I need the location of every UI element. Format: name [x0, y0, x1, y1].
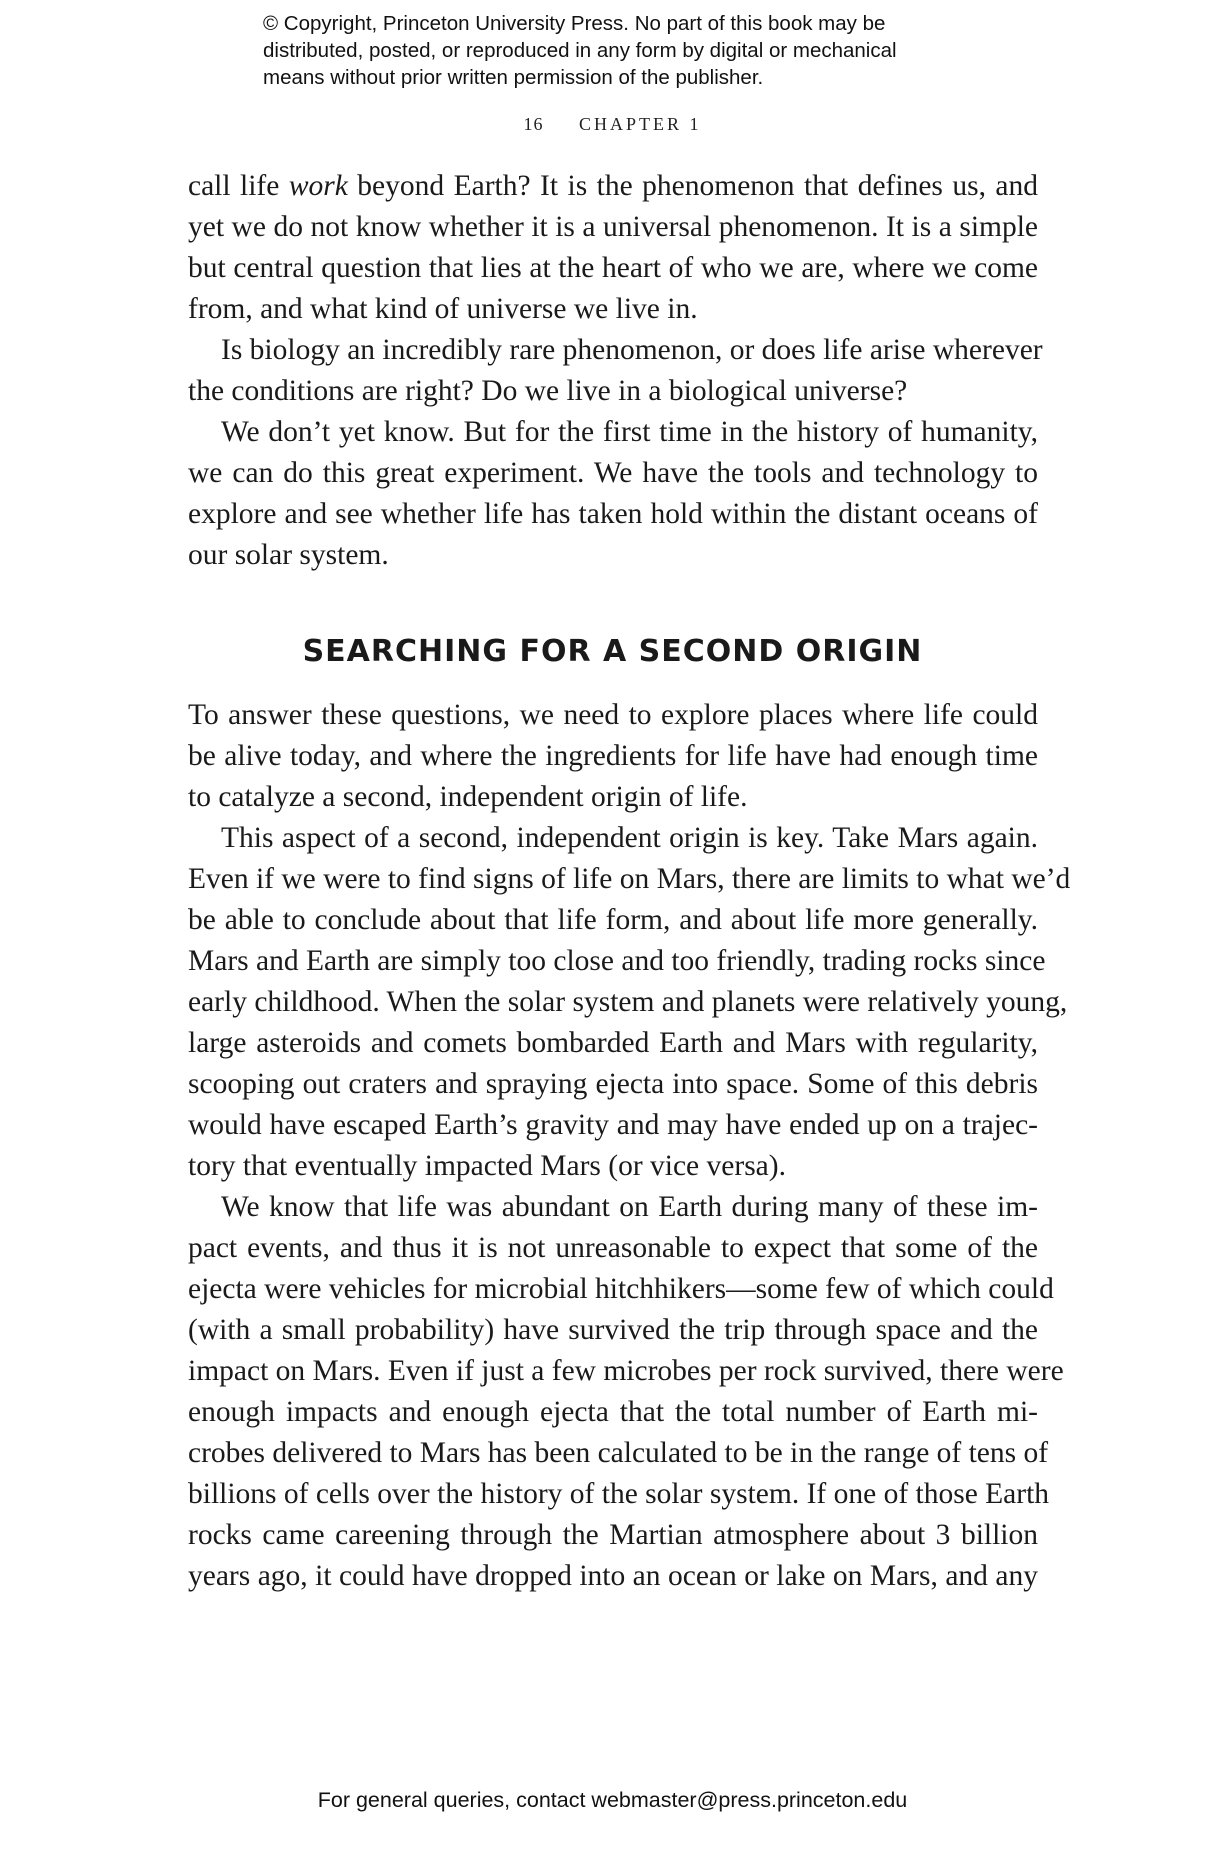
- text-line: explore and see whether life has taken hold within the distant oceans of: [188, 498, 1038, 530]
- text-line: (with a small probability) have survived the trip through space and the: [188, 1314, 1038, 1346]
- text-line: from, and what kind of universe we live in.: [188, 293, 698, 325]
- copyright-notice: [263, 10, 963, 91]
- emphasis-work: work: [288, 170, 348, 202]
- text-line: be alive today, and where the ingredients for life have had enough time: [188, 740, 1038, 772]
- body-text-block-2: [188, 695, 1071, 1597]
- text-line: scooping out craters and spraying ejecta into space. Some of this debris: [188, 1068, 1038, 1100]
- text-line: but central question that lies at the heart of who we are, where we come: [188, 252, 1038, 284]
- section-heading: SEARCHING FOR A SECOND ORIGIN: [302, 634, 923, 669]
- text-line: years ago, it could have dropped into an ocean or lake on Mars, and any: [188, 1560, 1038, 1592]
- text-line: We know that life was abundant on Earth during many of these im-: [221, 1191, 1038, 1223]
- text-line: pact events, and thus it is not unreasonable to expect that some of the: [188, 1232, 1038, 1264]
- body-text-block-1: [188, 166, 1043, 576]
- page-number: 16: [523, 114, 544, 134]
- text-line: be able to conclude about that life form, and about life more generally.: [188, 904, 1038, 936]
- text-line: would have escaped Earth’s gravity and may have ended up on a trajec-: [188, 1109, 1038, 1141]
- copyright-line: distributed, posted, or reproduced in any form by digital or mechanical: [263, 39, 897, 62]
- copyright-line: means without prior written permission of the publisher.: [263, 66, 764, 89]
- footer-contact: For general queries, contact webmaster@press.princeton.edu: [317, 1788, 908, 1812]
- text-line: Even if we were to find signs of life on Mars, there are limits to what we’d: [188, 863, 1071, 895]
- text-line: large asteroids and comets bombarded Earth and Mars with regularity,: [188, 1027, 1038, 1059]
- text-line: To answer these questions, we need to explore places where life could: [188, 699, 1038, 731]
- text-line: This aspect of a second, independent origin is key. Take Mars again.: [221, 822, 1038, 854]
- text-line: yet we do not know whether it is a universal phenomenon. It is a simple: [188, 211, 1038, 243]
- text-line: early childhood. When the solar system and planets were relatively young,: [188, 986, 1068, 1018]
- chapter-label: CHAPTER 1: [578, 114, 702, 134]
- text-line: our solar system.: [188, 539, 389, 571]
- text-line: we can do this great experiment. We have the tools and technology to: [188, 457, 1038, 489]
- text-line: tory that eventually impacted Mars (or vice versa).: [188, 1150, 786, 1182]
- text-line: Mars and Earth are simply too close and too friendly, trading rocks since: [188, 945, 1046, 977]
- text-line: enough impacts and enough ejecta that the total number of Earth mi-: [188, 1396, 1038, 1428]
- copyright-line: © Copyright, Princeton University Press. No part of this book may be: [263, 12, 886, 35]
- text-line: impact on Mars. Even if just a few microbes per rock survived, there were: [188, 1355, 1064, 1387]
- text-line: call life work beyond Earth? It is the phenomenon that defines us, and: [188, 170, 1039, 202]
- text-line: We don’t yet know. But for the first time in the history of humanity,: [221, 416, 1038, 448]
- text-line: ejecta were vehicles for microbial hitchhikers—some few of which could: [188, 1273, 1054, 1305]
- text-line: Is biology an incredibly rare phenomenon, or does life arise wherever: [221, 334, 1043, 366]
- text-line: billions of cells over the history of the solar system. If one of those Earth: [188, 1478, 1050, 1510]
- running-head: [0, 114, 1225, 135]
- text-line: rocks came careening through the Martian atmosphere about 3 billion: [188, 1519, 1038, 1551]
- text-line: to catalyze a second, independent origin of life.: [188, 781, 748, 813]
- text-line: crobes delivered to Mars has been calculated to be in the range of tens of: [188, 1437, 1049, 1469]
- text-line: the conditions are right? Do we live in a biological universe?: [188, 375, 908, 407]
